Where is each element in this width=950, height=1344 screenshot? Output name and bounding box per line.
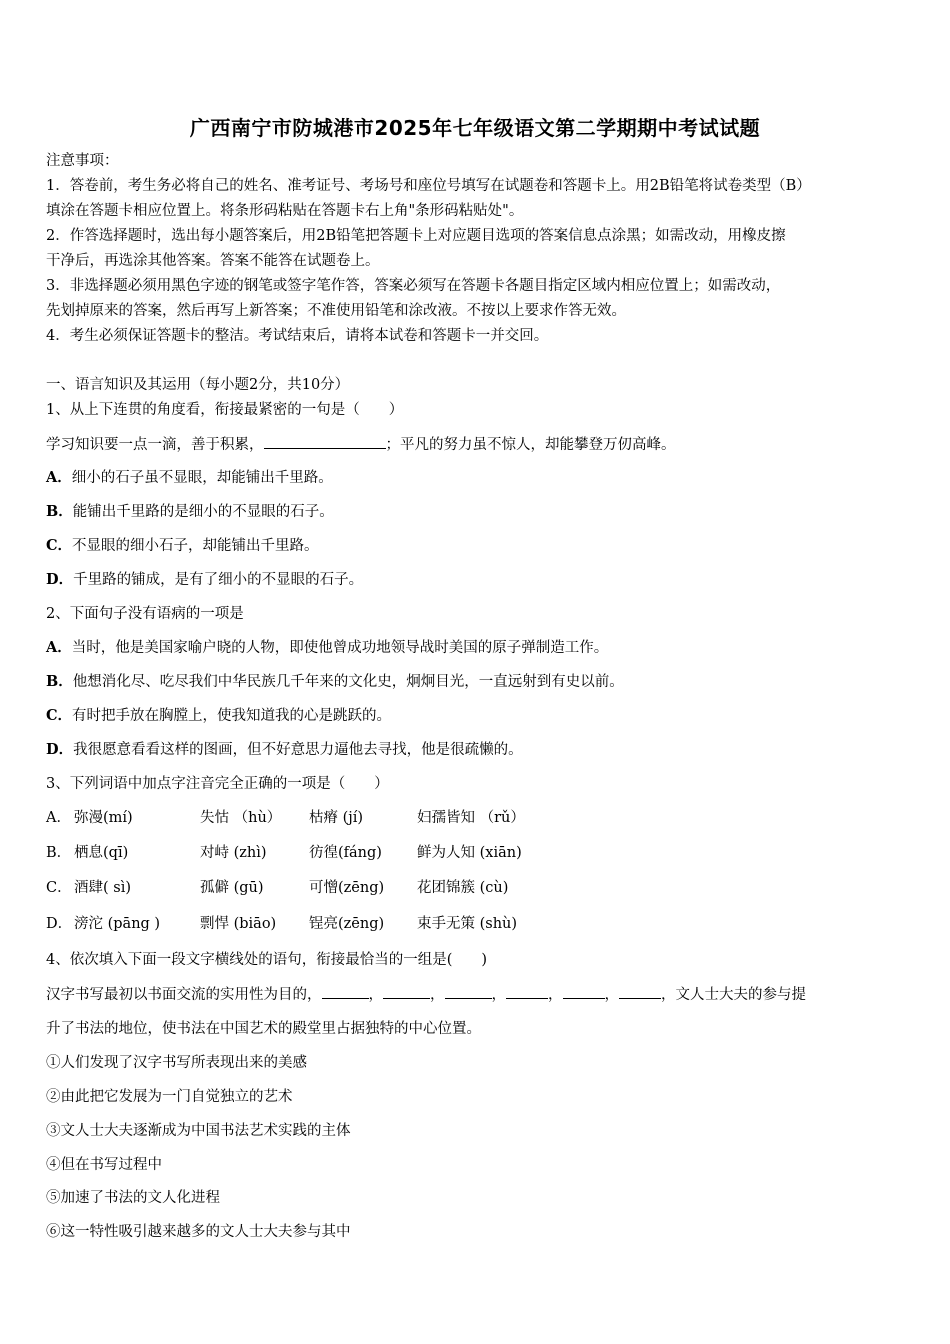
word: 束手无策 (shù) — [417, 916, 518, 932]
option-letter: B． — [46, 503, 73, 520]
option-a — [46, 468, 333, 488]
option-text: 有时把手放在胸膛上，使我知道我的心是跳跃的。 — [72, 708, 392, 724]
question-1-sentence — [46, 434, 676, 455]
question-3-stem: 3、下列词语中加点字注音完全正确的一项是（ ） — [46, 776, 389, 792]
question-1-stem: 1、从上下连贯的角度看，衔接最紧密的一句是（ ） — [46, 402, 404, 418]
option-letter: D． — [46, 741, 74, 758]
paragraph-text: ，文人士大夫的参与提 — [661, 987, 806, 1003]
separator: ， — [368, 987, 383, 1003]
answer-blank — [563, 984, 605, 999]
list-item: ③文人士大夫逐渐成为中国书法艺术实践的主体 — [46, 1123, 351, 1139]
question-4-stem: 4、依次填入下面一段文字横线处的语句，衔接最恰当的一组是( ) — [46, 952, 488, 968]
option-text: 我很愿意看看这样的图画，但不好意思力逼他去寻找，他是很疏懒的。 — [73, 742, 523, 758]
notice-line: 3．非选择题必须用黑色字迹的钢笔或签字笔作答，答案必须写在答题卡各题目指定区域内相应位置上；如需改动， — [46, 278, 781, 294]
separator: ， — [604, 987, 619, 1003]
word: 滂沱 (pāng ) — [74, 916, 161, 932]
list-item: ④但在书写过程中 — [46, 1157, 162, 1173]
answer-blank — [445, 984, 492, 999]
option-letter: C． — [46, 707, 73, 724]
word: 剽悍 (biāo) — [200, 916, 277, 932]
option-text: 细小的石子虽不显眼，却能铺出千里路。 — [71, 470, 333, 486]
paragraph-text: 汉字书写最初以书面交流的实用性为目的， — [46, 987, 322, 1003]
word: 可憎(zēng) — [309, 880, 385, 896]
list-item: ⑥这一特性吸引越来越多的文人士大夫参与其中 — [46, 1224, 351, 1240]
answer-blank — [383, 984, 430, 999]
option-letter: C． — [46, 537, 73, 554]
notice-line: 4．考生必须保证答题卡的整洁。考试结束后，请将本试卷和答题卡一并交回。 — [46, 328, 549, 344]
section-heading: 一、语言知识及其运用（每小题2分，共10分） — [46, 377, 350, 393]
word: 失怙 （hù） — [200, 810, 282, 826]
word: 花团锦簇 (cù) — [417, 880, 509, 896]
option-a — [46, 638, 608, 658]
answer-blank — [264, 434, 386, 449]
page-title: 广西南宁市防城港市2025年七年级语文第二学期期中考试试题 — [189, 116, 761, 140]
notice-heading: 注意事项： — [46, 153, 119, 169]
option-text: 千里路的铺成，是有了细小的不显眼的石子。 — [73, 572, 364, 588]
option-text: 能铺出千里路的是细小的不显眼的石子。 — [72, 504, 334, 520]
word: 鲜为人知 (xiān) — [417, 845, 522, 861]
separator: ， — [430, 987, 445, 1003]
option-letter: A． — [46, 469, 72, 486]
list-item: ⑤加速了书法的文人化进程 — [46, 1190, 220, 1206]
option-d — [46, 570, 363, 590]
notice-line: 先划掉原来的答案，然后再写上新答案；不准使用铅笔和涂改液。不按以上要求作答无效。 — [46, 303, 626, 319]
notice-line: 1．答卷前，考生务必将自己的姓名、准考证号、考场号和座位号填写在试题卷和答题卡上。用2B铅笔将试卷类型（B） — [46, 178, 811, 194]
word: 酒肆( sì) — [74, 880, 132, 896]
question-2-stem: 2、下面句子没有语病的一项是 — [46, 606, 244, 622]
option-text: 他想消化尽、吃尽我们中华民族几千年来的文化史，炯炯目光，一直远射到有史以前。 — [72, 674, 624, 690]
option-letter: B． — [46, 673, 73, 690]
list-item: ①人们发现了汉字书写所表现出来的美感 — [46, 1055, 307, 1071]
option-text: 当时，他是美国家喻户晓的人物，即使他曾成功地领导战时美国的原子弹制造工作。 — [71, 640, 609, 656]
option-letter: A． — [46, 810, 71, 826]
list-item: ②由此把它发展为一门自觉独立的艺术 — [46, 1089, 293, 1105]
option-letter: C． — [46, 880, 72, 896]
word: 弥漫(mí) — [74, 810, 133, 826]
word: 孤僻 (gū) — [200, 880, 264, 896]
option-letter: A． — [46, 639, 72, 656]
answer-blank — [619, 984, 661, 999]
word: 妇孺皆知 （rǔ） — [417, 810, 525, 826]
option-text: 不显眼的细小石子，却能铺出千里路。 — [72, 538, 319, 554]
word: 锃亮(zēng) — [309, 916, 385, 932]
notice-line: 干净后，再选涂其他答案。答案不能答在试题卷上。 — [46, 253, 380, 269]
word: 枯瘠 (jí) — [309, 810, 364, 826]
sentence-part: 学习知识要一点一滴，善于积累， — [46, 437, 264, 453]
word: 对峙 (zhì) — [200, 845, 267, 861]
question-4-paragraph-line2: 升了书法的地位，使书法在中国艺术的殿堂里占据独特的中心位置。 — [46, 1021, 481, 1037]
separator: ， — [491, 987, 506, 1003]
answer-blank — [506, 984, 548, 999]
answer-blank — [322, 984, 369, 999]
question-4-paragraph — [46, 984, 806, 1005]
separator: ， — [548, 987, 563, 1003]
notice-line: 2．作答选择题时，选出每小题答案后，用2B铅笔把答题卡上对应题目选项的答案信息点涂黑；如需改动，用橡皮擦 — [46, 228, 786, 244]
word: 彷徨(fáng) — [309, 845, 382, 861]
option-c — [46, 536, 319, 556]
option-letter: B． — [46, 845, 72, 861]
notice-line: 填涂在答题卡相应位置上。将条形码粘贴在答题卡右上角"条形码粘贴处"。 — [46, 203, 524, 219]
option-letter: D． — [46, 571, 74, 588]
option-c — [46, 706, 391, 726]
option-b — [46, 672, 624, 692]
option-letter: D． — [46, 916, 73, 932]
sentence-part: ；平凡的努力虽不惊人，却能攀登万仞高峰。 — [385, 437, 676, 453]
word: 栖息(qī) — [74, 845, 129, 861]
option-b — [46, 502, 334, 522]
option-d — [46, 740, 523, 760]
